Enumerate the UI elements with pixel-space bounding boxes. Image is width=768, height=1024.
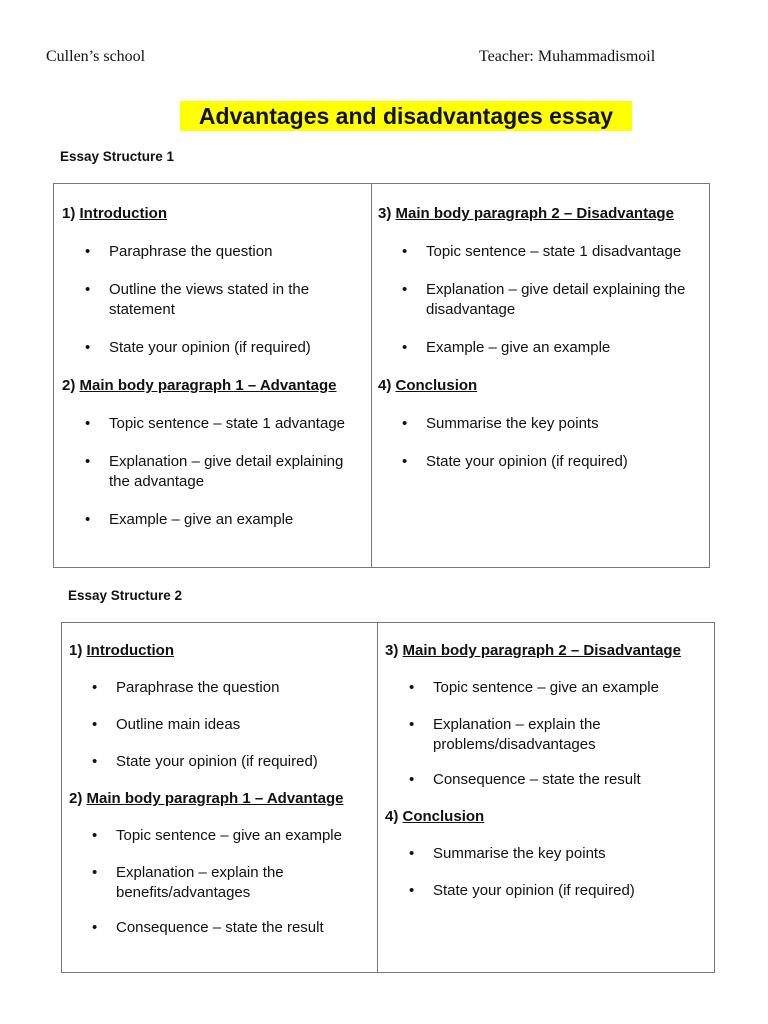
list-item: • State your opinion (if required) [409,882,635,899]
structure-2-label: Essay Structure 2 [68,588,183,603]
list-item: • Topic sentence – state 1 disadvantage [402,243,682,260]
section-body-1-heading: 2) Main body paragraph 1 – Advantage [69,790,344,807]
list-item: • Example – give an example [85,511,294,528]
list-item: • Summarise the key points [409,845,606,862]
school-name: Cullen’s school [46,48,146,65]
list-item: • State your opinion (if required) [92,753,318,770]
section-introduction-heading: 1) Introduction [62,205,167,222]
list-item: • Outline the views stated in the statement [85,281,310,318]
structure-1-left-column [54,184,371,567]
list-item: • Consequence – state the result [409,771,641,788]
section-body-2-heading: 3) Main body paragraph 2 – Disadvantage [385,642,681,659]
list-item: • State your opinion (if required) [85,339,311,356]
section-introduction-heading: 1) Introduction [69,642,174,659]
section-body-2-heading: 3) Main body paragraph 2 – Disadvantage [378,205,674,222]
section-body-1-heading: 2) Main body paragraph 1 – Advantage [62,377,337,394]
list-item: • Explanation – explain the benefits/advantages [92,864,284,901]
structure-1-table [53,183,710,568]
structure-1-label: Essay Structure 1 [60,149,175,164]
list-item: • Outline main ideas [92,716,241,733]
list-item: • Consequence – state the result [92,919,324,936]
title-highlight [180,101,632,131]
list-item: • Example – give an example [402,339,611,356]
list-item: • Topic sentence – give an example [409,679,659,696]
list-item: • Explanation – explain the problems/disadvantages [409,716,601,753]
structure-1-right-column [372,184,709,567]
teacher-name: Teacher: Muhammadismoil [479,48,656,65]
section-conclusion-heading: 4) Conclusion [385,808,485,825]
structure-2-left-column [62,623,377,972]
list-item: • Paraphrase the question [85,243,273,260]
list-item: • Explanation – give detail explaining the advantage [85,453,344,490]
structure-2-right-column [378,623,714,972]
list-item: • Paraphrase the question [92,679,280,696]
structure-2-table [61,622,715,973]
list-item: • Summarise the key points [402,415,599,432]
list-item: • Topic sentence – state 1 advantage [85,415,346,432]
list-item: • State your opinion (if required) [402,453,628,470]
list-item: • Explanation – give detail explaining the disadvantage [402,281,686,318]
list-item: • Topic sentence – give an example [92,827,342,844]
section-conclusion-heading: 4) Conclusion [378,377,478,394]
page-title: Advantages and disadvantages essay [198,103,614,129]
